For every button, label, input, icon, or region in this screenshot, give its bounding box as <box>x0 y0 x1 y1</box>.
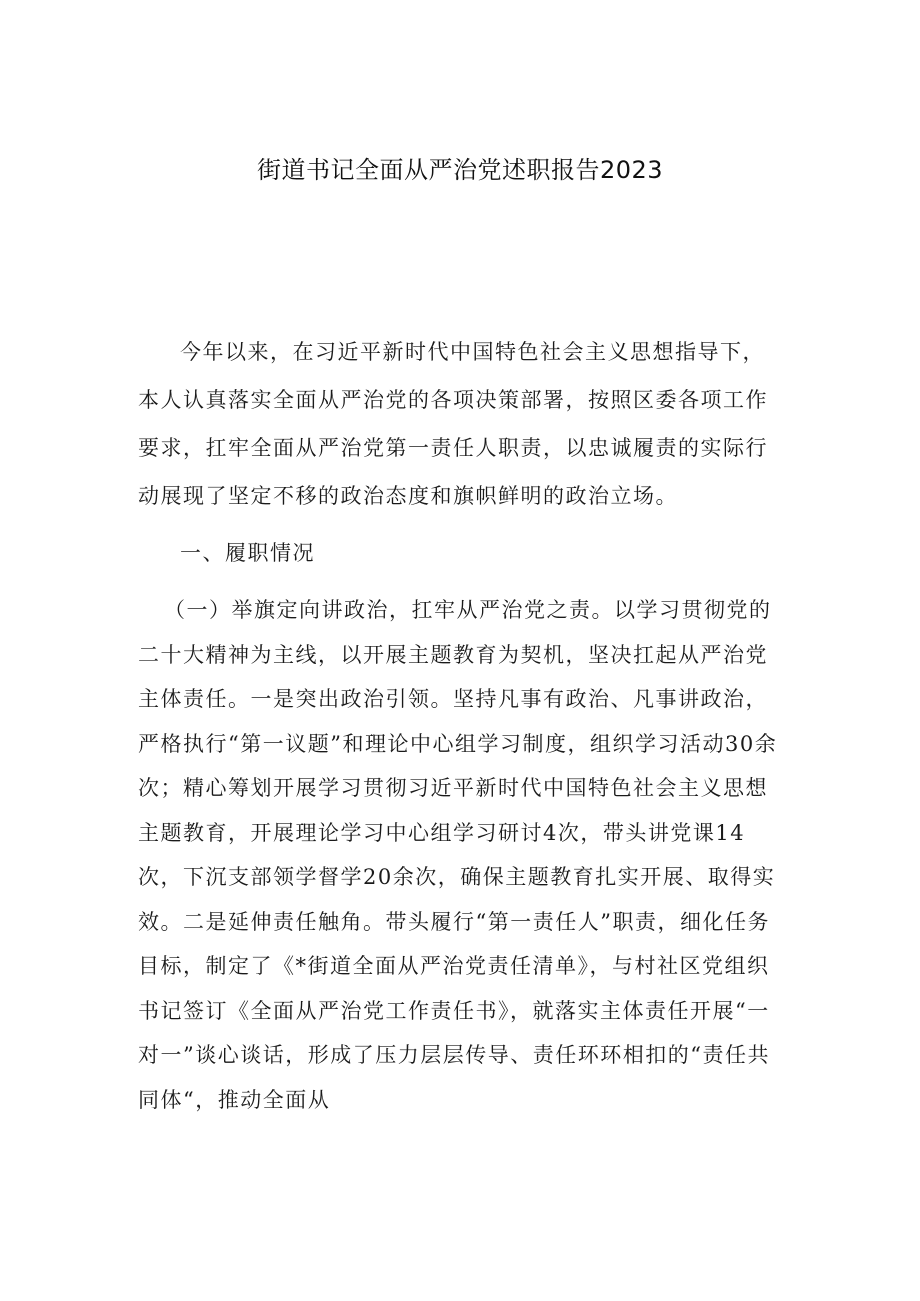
document-title: 街道书记全面从严治党述职报告2023 <box>256 156 664 184</box>
body-paragraph: （一）举旗定向讲政治，扛牢从严治党之责。以学习贯彻党的二十大精神为主线，以开展主题教育为契机，坚决扛起从严治党主体责任。一是突出政治引领。坚持凡事有政治、凡事讲政治，严格执行“第一议题”和理论中心组学习制度，组织学习活动30余次；精心筹划开展学习贯彻习近平新时代中国特色社会主义思想主题教育，开展理论学习中心组学习研讨4次，带头讲党课14次，下沉支部领学督学20余次，确保主题教育扎实开展、取得实效。二是延伸责任触角。带头履行“第一责任人”职责，细化任务目标，制定了《*街道全面从严治党责任清单》，与村社区党组织书记签订《全面从严治党工作责任书》，就落实主体责任开展“一对一”谈心谈话，形成了压力层层传导、责任环环相扣的“责任共同体“，推动全面从 <box>138 598 778 1112</box>
section-heading: 一、履职情况 <box>180 541 315 565</box>
intro-paragraph: 今年以来，在习近平新时代中国特色社会主义思想指导下，本人认真落实全面从严治党的各项决策部署，按照区委各项工作要求，扛牢全面从严治党第一责任人职责，以忠诚履责的实际行动展现了坚定不移的政治态度和旗帜鲜明的政治立场。 <box>138 340 768 508</box>
